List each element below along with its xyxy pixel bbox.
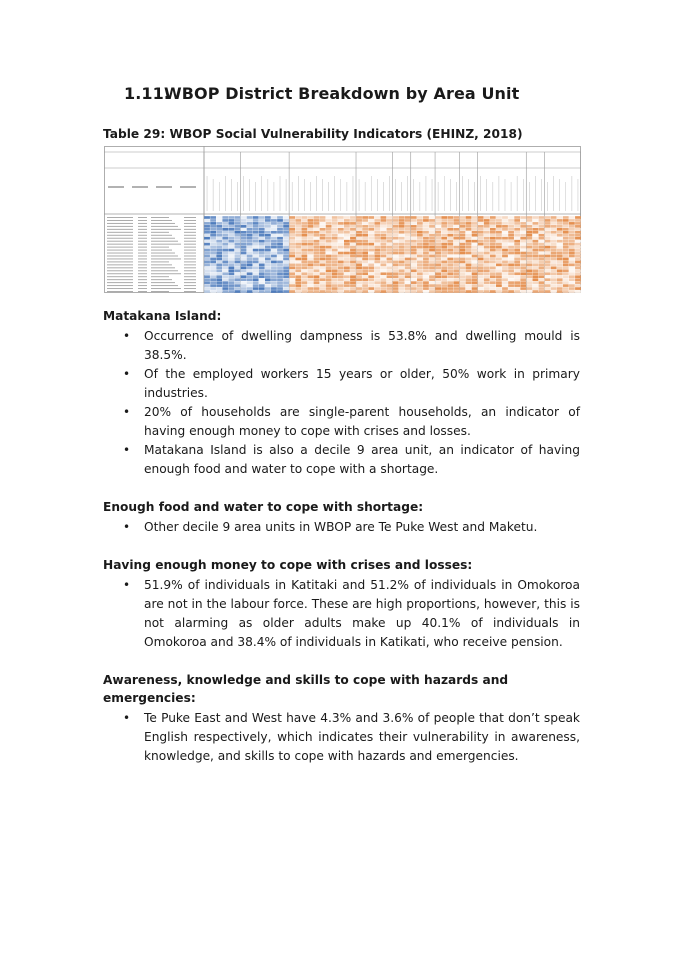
heading-money: Having enough money to cope with crises and losses: [103,558,473,572]
list-item: • Of the employed workers 15 years or older, 50% work in primary industries. [123,367,580,400]
bullet-icon: • [123,520,131,534]
list-item: • Other decile 9 area units in WBOP are Te Puke West and Maketu. [103,518,580,537]
list-item: • 51.9% of individuals in Katitaki and 51.2% of individuals in Omokoroa are not in the labour force. These are high proportions, however, this is not alarming as older adults make up 40.1% of individuals in Omokoroa and 38.4% of individuals in Katikati, who receive pension. [123,578,580,649]
list-item: • Matakana Island is also a decile 9 area unit, an indicator of having enough food and water to cope with a shortage. [123,443,580,476]
bullet-icon: • [123,405,131,419]
list-item: • Te Puke East and West have 4.3% and 3.6% of people that don’t speak English respectively, which indicates their vulnerability in awareness, knowledge, and skills to cope with hazards and emergencies. [123,711,580,763]
bullet-list-food-water [103,518,580,537]
document-body [103,307,580,766]
bullet-list-matakana [103,327,580,479]
section-heading [124,84,519,103]
heading-awareness: Awareness, knowledge and skills to cope with hazards and emergencies: [103,673,509,705]
list-item: • 20% of households are single-parent households, an indicator of having enough money to cope with crises and losses. [123,405,580,438]
bullet-icon: • [123,578,131,592]
bullet-icon: • [123,443,131,457]
section-title: WBOP District Breakdown by Area Unit [164,84,520,103]
bullet-list-money [103,576,580,652]
bullet-icon: • [123,329,131,343]
heading-matakana: Matakana Island: [103,309,222,323]
vulnerability-table-image [104,146,581,293]
heading-food-water: Enough food and water to cope with shortage: [103,500,424,514]
list-item: • Occurrence of dwelling dampness is 53.8% and dwelling mould is 38.5%. [123,329,580,362]
bullet-icon: • [123,367,131,381]
bullet-icon: • [123,711,131,725]
table-caption: Table 29: WBOP Social Vulnerability Indicators (EHINZ, 2018) [103,127,523,141]
section-number: 1.11. [124,84,171,103]
bullet-list-awareness [103,709,580,766]
